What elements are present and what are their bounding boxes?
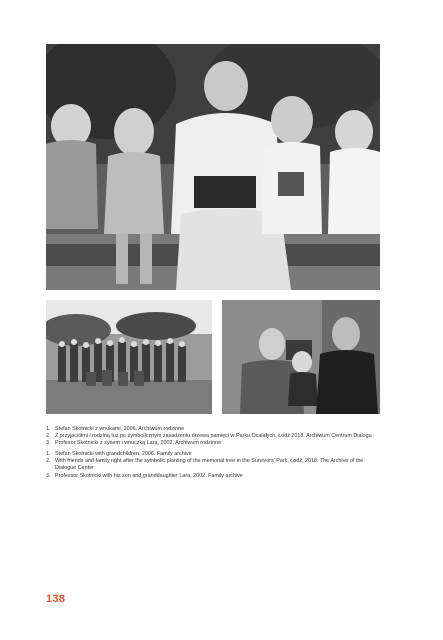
caption-text: Stefan Skotnicki z wnukami, 2006. Archiwum rodzinne: [55, 426, 185, 432]
caption-text: With friends and family right after the symbolic planting of the memorial tree in the Survivors’ Park, Łódź, 2018. The Archive of the Dialogue Center: [55, 458, 364, 472]
caption-number: 1.: [46, 451, 51, 458]
caption-en-1: [46, 451, 386, 458]
captions-polish: [46, 426, 386, 447]
caption-text: Profesor Skotnicki z synem i wnuczką Larą, 2002. Archiwum rodzinne: [55, 440, 221, 447]
caption-text: Stefan Skotnicki with grandchildren, 2006. Family archive: [55, 451, 192, 458]
caption-pl-2: [46, 433, 386, 440]
photo-son-granddaughter: [222, 300, 380, 414]
caption-en-2: [46, 458, 386, 472]
caption-number: 3.: [46, 472, 51, 479]
captions-english: [46, 451, 386, 479]
caption-pl-3: [46, 440, 386, 447]
caption-number: 1.: [46, 426, 51, 432]
caption-number: 3.: [46, 440, 51, 447]
caption-text: Professor Skotnicki with his son and granddaughter Lara, 2002. Family archive: [55, 472, 243, 479]
photo-captions: [46, 426, 386, 480]
caption-pl-1: [46, 426, 386, 433]
caption-en-3: [46, 473, 386, 480]
caption-number: 2.: [46, 433, 51, 440]
page-number: 138: [46, 593, 66, 605]
photo-grandchildren: [46, 44, 380, 290]
caption-text: Z przyjaciółmi i rodziną tuż po symbolicznym zasadzeniu drzewa pamięci w Parku Ocalałych, Łódź 2018. Archiwum Centrum Dialogu: [55, 433, 372, 440]
photo-tree-planting: [46, 300, 212, 414]
caption-number: 2.: [46, 458, 51, 465]
